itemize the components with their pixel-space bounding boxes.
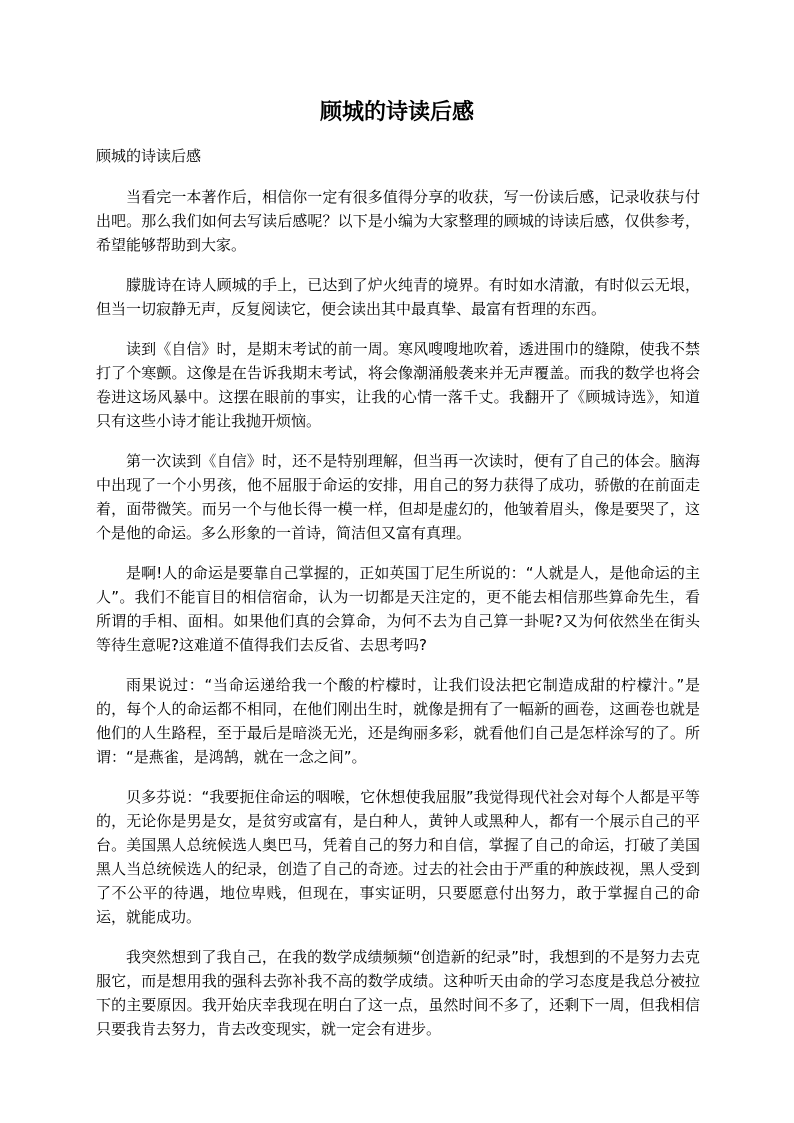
paragraph-8: 我突然想到了我自己，在我的数学成绩频频“创造新的纪录”时，我想到的不是努力去克服它，而是想用我的强科去弥补我不高的数学成绩。这种听天由命的学习态度是我总分被拉下的主要原因。我开始庆幸我现在明白了这一点，虽然时间不多了，还剩下一周，但我相信只要我肯去努力，肯去改变现实，就一定会有进步。 — [96, 948, 700, 1038]
paragraph-5: 是啊!人的命运是要靠自己掌握的，正如英国丁尼生所说的：“人就是人，是他命运的主人”。我们不能盲目的相信宿命，认为一切都是天注定的，更不能去相信那些算命先生，看所谓的手相、面相。如果他们真的会算命，为何不去为自己算一卦呢?又为何依然坐在街头等待生意呢?这难道不值得我们去反省、去思考吗? — [96, 564, 700, 654]
document-title: 顾城的诗读后感 — [319, 99, 474, 125]
document-body — [96, 144, 700, 1057]
paragraph-4: 第一次读到《自信》时，还不是特别理解，但当再一次读时，便有了自己的体会。脑海中出现了一个小男孩，他不屈服于命运的安排，用自己的努力获得了成功，骄傲的在前面走着，面带微笑。而另一个与他长得一模一样，但却是虚幻的，他皱着眉头，像是要哭了，这个是他的命运。多么形象的一首诗，简洁但又富有真理。 — [96, 452, 700, 542]
paragraph-2: 朦胧诗在诗人顾城的手上，已达到了炉火纯青的境界。有时如水清澈，有时似云无垠，但当一切寂静无声，反复阅读它，便会读出其中最真挚、最富有哲理的东西。 — [96, 276, 700, 318]
paragraph-7: 贝多芬说：“我要扼住命运的咽喉，它休想使我屈服”我觉得现代社会对每个人都是平等的，无论你是男是女，是贫穷或富有，是白种人，黄钟人或黑种人，都有一个展示自己的平台。美国黑人总统候选人奥巴马，凭着自己的努力和自信，掌握了自己的命运，打破了美国黑人当总统候选人的纪录，创造了自己的奇迹。过去的社会由于严重的种族歧视，黑人受到了不公平的待遇，地位卑贱，但现在，事实证明，只要愿意付出努力，敢于掌握自己的命运，就能成功。 — [96, 788, 700, 926]
document-subtitle: 顾城的诗读后感 — [96, 147, 202, 165]
paragraph-6: 雨果说过：“当命运递给我一个酸的柠檬时，让我们设法把它制造成甜的柠檬汁。”是的，每个人的命运都不相同，在他们刚出生时，就像是拥有了一幅新的画卷，这画卷也就是他们的人生路程，至于最后是暗淡无光，还是绚丽多彩，就看他们自己是怎样涂写的了。所谓：“是燕雀，是鸿鹄，就在一念之间”。 — [96, 676, 700, 766]
paragraph-3: 读到《自信》时，是期末考试的前一周。寒风嗖嗖地吹着，透进围巾的缝隙，使我不禁打了个寒颤。这像是在告诉我期末考试，将会像潮涌般袭来并无声覆盖。而我的数学也将会卷进这场风暴中。这摆在眼前的事实，让我的心情一落千丈。我翻开了《顾城诗选》，知道只有这些小诗才能让我抛开烦恼。 — [96, 340, 700, 430]
paragraph-1: 当看完一本著作后，相信你一定有很多值得分享的收获，写一份读后感，记录收获与付出吧。那么我们如何去写读后感呢？以下是小编为大家整理的顾城的诗读后感，仅供参考，希望能够帮助到大家。 — [96, 188, 700, 254]
